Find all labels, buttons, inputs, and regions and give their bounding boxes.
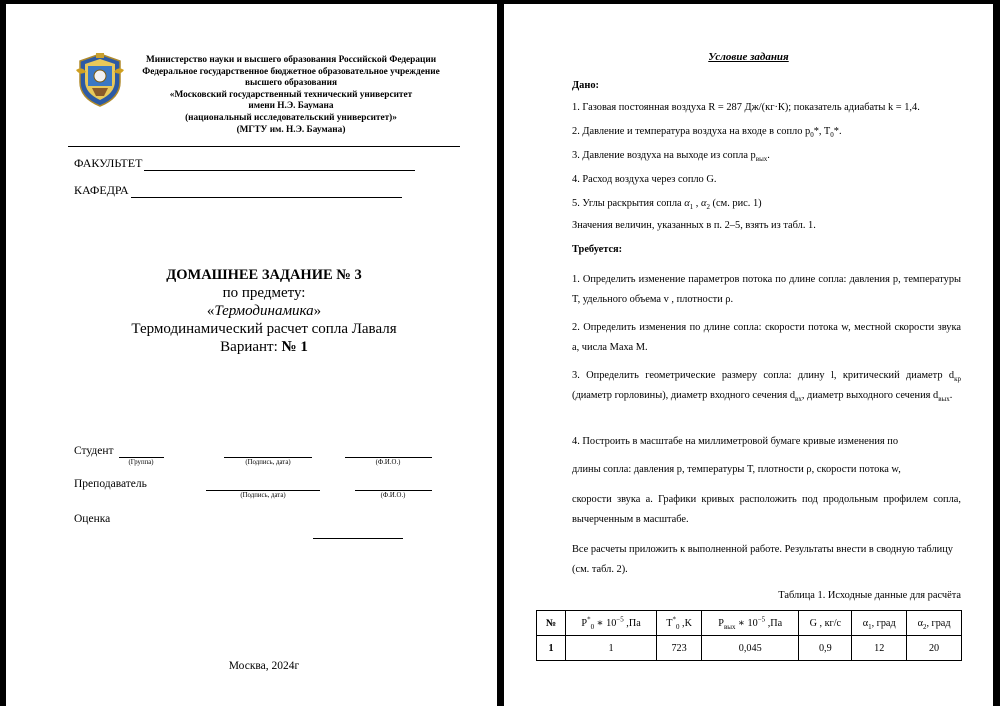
assignment-page xyxy=(504,4,993,706)
input-data-table xyxy=(536,610,962,661)
given-note: Значения величин, указанных в п. 2–5, взять из табл. 1. xyxy=(572,220,816,231)
teacher-label: Преподаватель xyxy=(74,478,147,490)
given-item-3: 3. Давление воздуха на выходе из сопла $p_{вых}$. xyxy=(572,150,770,164)
institution-line: (МГТУ им. Н.Э. Баумана) xyxy=(236,124,346,135)
faculty-label: ФАКУЛЬТЕТ xyxy=(74,156,143,170)
department-blank-line[interactable] xyxy=(131,185,402,198)
header-cell-alpha1: $\alpha_1$, град xyxy=(852,611,907,636)
variant: Вариант: № 1 xyxy=(220,339,308,355)
required-item-4-line3: скорости звука a. Графики кривых расположить под продольным профилем сопла, вычерченным в масштабе. xyxy=(572,494,961,525)
title-block xyxy=(68,266,460,356)
fio-caption: (Ф.И.О.) xyxy=(375,459,401,466)
institution-line: имени Н.Э. Баумана xyxy=(248,101,334,112)
header-cell-g: G , кг/с xyxy=(799,611,852,636)
given-item-1: 1. Газовая постоянная воздуха R = 287 Дж/(кг·К); показатель адиабаты k = 1,4. xyxy=(572,102,920,113)
table-cell: 0,9 xyxy=(799,636,852,661)
header-cell-alpha2: $\alpha_2$, град xyxy=(907,611,962,636)
table-caption: Таблица 1. Исходные данные для расчёта xyxy=(778,590,961,601)
header-cell-number: № xyxy=(537,611,566,636)
institution-line: «Московский государственный технический университет xyxy=(169,89,413,100)
required-label: Требуется: xyxy=(572,244,623,255)
table-cell: 20 xyxy=(907,636,962,661)
summary-note: Все расчеты приложить к выполненной работе. Результаты внести в сводную таблицу (см. табл. 2). xyxy=(572,544,953,575)
signature-date-caption: (Подпись, дата) xyxy=(245,459,291,466)
given-item-4: 4. Расход воздуха через сопло G. xyxy=(572,174,717,185)
teacher-signature-line[interactable] xyxy=(206,490,320,491)
grade-line[interactable] xyxy=(313,538,403,539)
institution-line: высшего образования xyxy=(245,78,337,89)
department-label: КАФЕДРА xyxy=(74,183,129,197)
given-item-2: 2. Давление и температура воздуха на входе в сопло $p_0*$, $T_0*$. xyxy=(572,126,842,140)
teacher-name-line[interactable] xyxy=(355,490,432,491)
given-item-5: 5. Углы раскрытия сопла $\alpha_1$ , $\alpha_2$ (см. рис. 1) xyxy=(572,198,762,212)
table-cell: 1 xyxy=(566,636,657,661)
table-row xyxy=(537,636,962,661)
institution-header xyxy=(126,55,456,136)
student-label: Студент xyxy=(74,445,114,457)
institution-line: Министерство науки и высшего образования Российской Федерации xyxy=(145,55,437,65)
required-item-1: 1. Определить изменение параметров потока по длине сопла: давления p, температуры T, удельного объема v , плотности ρ. xyxy=(572,274,961,305)
student-name-line[interactable] xyxy=(345,457,432,458)
topic-title: Термодинамический расчет сопла Лаваля xyxy=(131,321,397,337)
required-item-4-line2: длины сопла: давления p, температуры T, плотности ρ, скорости потока w, xyxy=(572,464,901,475)
title-page xyxy=(6,4,497,706)
faculty-blank-line[interactable] xyxy=(144,158,415,171)
institution-line: Федеральное государственное бюджетное образовательное учреждение xyxy=(142,66,440,77)
group-caption: (Группа) xyxy=(128,459,154,466)
header-cell-p0: $P^*_0$ ∗ $10^{-5}$ ,Па xyxy=(566,611,657,636)
bmstu-crest-icon xyxy=(74,52,126,108)
header-divider xyxy=(68,146,460,147)
grade-label: Оценка xyxy=(74,513,111,525)
faculty-field xyxy=(74,156,415,171)
homework-title: ДОМАШНЕЕ ЗАДАНИЕ № 3 xyxy=(166,267,362,283)
student-signature-line[interactable] xyxy=(224,457,312,458)
signature-date-caption: (Подпись, дата) xyxy=(240,492,286,499)
subject-prefix: по предмету: xyxy=(222,285,306,301)
table-cell: 0,045 xyxy=(702,636,799,661)
student-group-line[interactable] xyxy=(119,457,164,458)
given-label: Дано: xyxy=(572,80,599,91)
header-cell-pout: $P_{вых}$ ∗ $10^{-5}$ ,Па xyxy=(702,611,799,636)
table-cell: 12 xyxy=(852,636,907,661)
table-cell: 1 xyxy=(537,636,566,661)
table-header-row xyxy=(537,611,962,636)
city-year: Москва, 2024г xyxy=(228,660,300,672)
section-title: Условие задания xyxy=(708,51,789,63)
required-item-3: 3. Определить геометрические размеру сопла: длину l, критический диаметр $d_{кр}$ (диаметр горловины), диаметр входного сечения $d_{вх}$, диаметр выходного сечения $d_{вых}$. xyxy=(572,370,961,404)
required-item-2: 2. Определить изменения по длине сопла: скорости потока w, местной скорости звука a, числа Маха M. xyxy=(572,322,961,353)
department-field xyxy=(74,183,402,198)
fio-caption: (Ф.И.О.) xyxy=(380,492,406,499)
table-cell: 723 xyxy=(657,636,702,661)
required-item-4-line1: 4. Построить в масштабе на миллиметровой бумаге кривые изменения по xyxy=(572,436,899,447)
subject-name: «Термодинамика» xyxy=(206,303,322,319)
institution-line: (национальный исследовательский университет)» xyxy=(185,112,397,123)
header-cell-t0: $T^*_0$ ,K xyxy=(657,611,702,636)
